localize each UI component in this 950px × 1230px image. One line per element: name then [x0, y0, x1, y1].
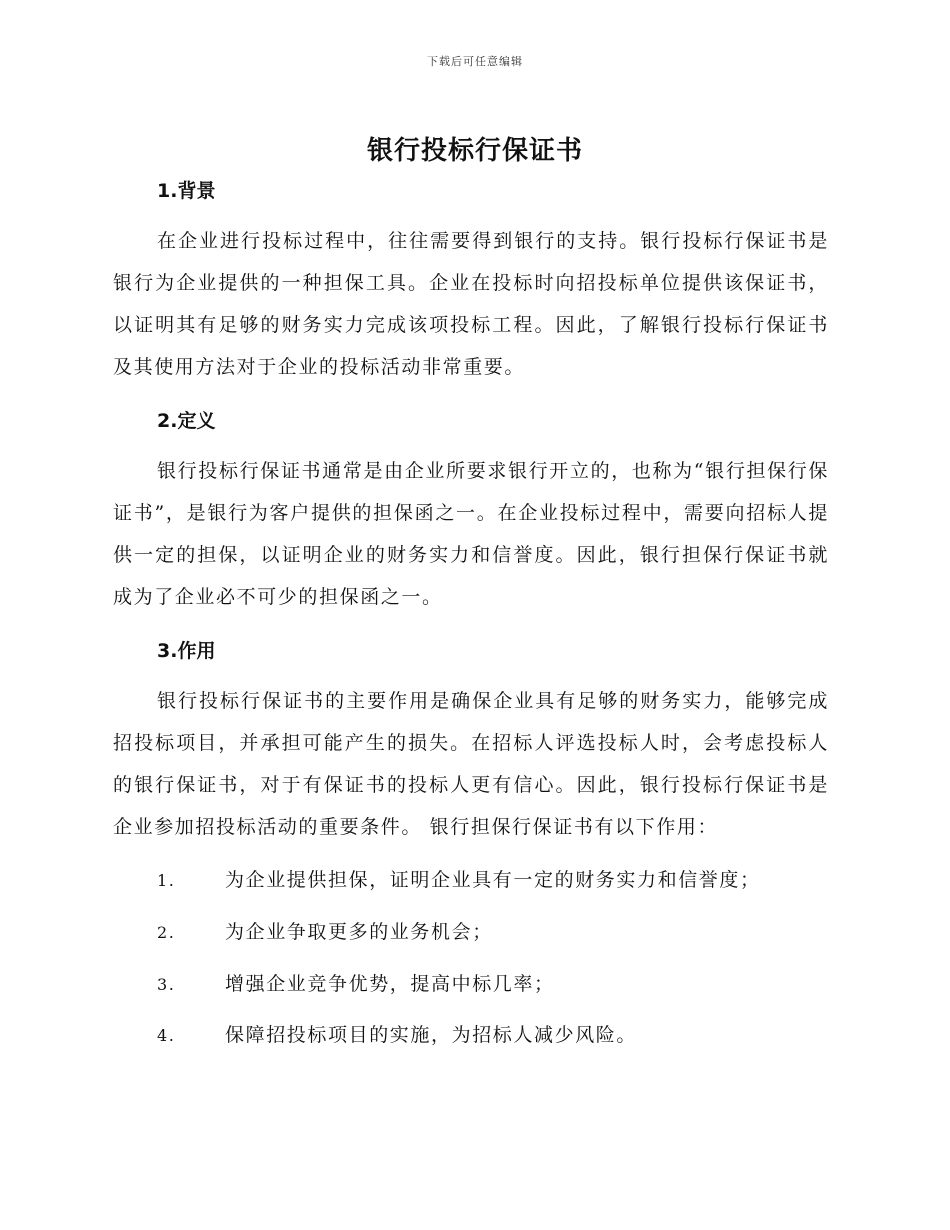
list-item-number: 4.: [157, 1026, 176, 1045]
section-heading-function: 3.作用: [157, 640, 216, 662]
list-item-text: 保障招投标项目的实施，为招标人减少风险。: [225, 1024, 638, 1046]
list-item: [157, 918, 837, 947]
list-item-number: 2.: [157, 923, 176, 942]
list-item-text: 增强企业竞争优势，提高中标几率；: [225, 973, 555, 995]
section-heading-background: 1.背景: [157, 180, 216, 202]
header-note: 下载后可任意编辑: [427, 55, 523, 68]
section-paragraph-function: 银行投标行保证书的主要作用是确保企业具有足够的财务实力，能够完成招投标项目，并承担可能产生的损失。在招标人评选投标人时，会考虑投标人的银行保证书，对于有保证书的投标人更有信心。因此，银行投标行保证书是企业参加招投标活动的重要条件。 银行担保行保证书有以下作用：: [113, 690, 829, 838]
list-item: [157, 866, 837, 895]
section-paragraph-definition: 银行投标行保证书通常是由企业所要求银行开立的，也称为“银行担保行保证书”，是银行为客户提供的担保函之一。在企业投标过程中，需要向招标人提供一定的担保，以证明企业的财务实力和信誉度。因此，银行担保行保证书就成为了企业必不可少的担保函之一。: [113, 460, 829, 608]
document-title: 银行投标行保证书: [366, 136, 583, 166]
list-item-number: 3.: [157, 975, 176, 994]
list-item-text: 为企业提供担保，证明企业具有一定的财务实力和信誉度；: [225, 869, 761, 891]
section-heading-definition: 2.定义: [157, 410, 216, 432]
section-paragraph-background: 在企业进行投标过程中，往往需要得到银行的支持。银行投标行保证书是银行为企业提供的一种担保工具。企业在投标时向招投标单位提供该保证书，以证明其有足够的财务实力完成该项投标工程。因此，了解银行投标行保证书及其使用方法对于企业的投标活动非常重要。: [113, 230, 829, 378]
list-item: [157, 1021, 837, 1050]
list-item-number: 1.: [157, 871, 176, 890]
list-item-text: 为企业争取更多的业务机会；: [225, 921, 493, 943]
list-item: [157, 970, 837, 999]
